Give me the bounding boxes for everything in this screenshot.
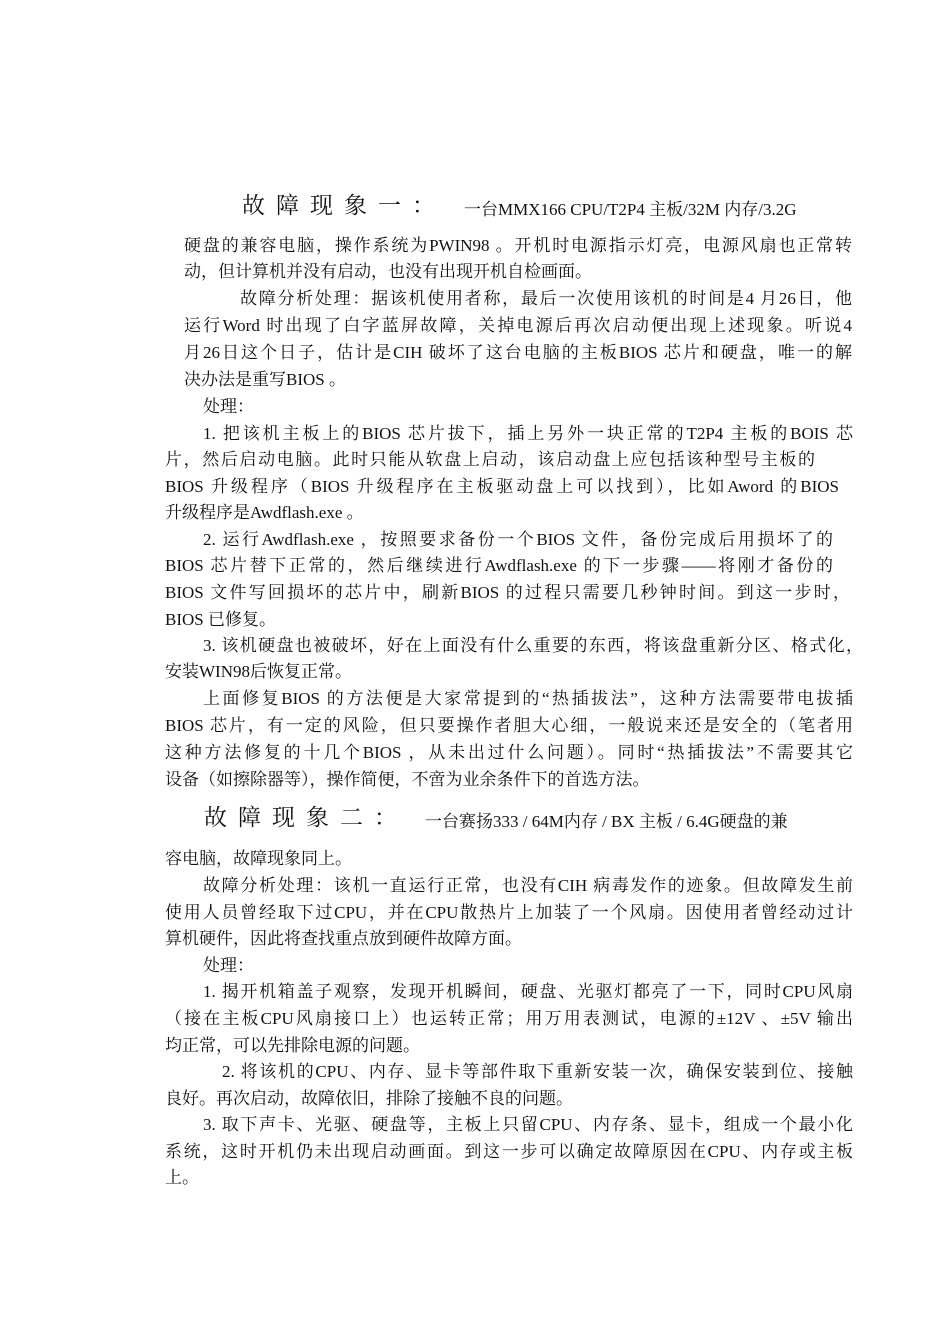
case1-summary-line: 上面修复BIOS 的方法便是大家常提到的“热插拔法”，这种方法需要带电拔插 [203,689,853,708]
case2-line1: 一台赛扬333 / 64M内存 / BX 主板 / 6.4G硬盘的兼 [425,812,788,831]
case2-step3-line: 系统，这时开机仍未出现启动画面。到这一步可以确定故障原因在CPU、内存或主板 [165,1142,853,1161]
case2-step2-line: 良好。再次启动，故障依旧，排除了接触不良的问题。 [165,1089,573,1108]
case2-step2-line: 2. 将该机的CPU、内存、显卡等部件取下重新安装一次，确保安装到位、接触 [222,1062,853,1081]
case1-process-label: 处理： [203,397,254,416]
case2-line2: 容电脑，故障现象同上。 [165,849,352,868]
case2-step3-line: 上。 [165,1168,199,1187]
case2-analysis-line: 算机硬件，因此将查找重点放到硬件故障方面。 [165,929,522,948]
case1-symptom-line: 动，但计算机并没有启动，也没有出现开机自检画面。 [184,262,592,281]
case2-step1-line: 均正常，可以先排除电源的问题。 [165,1036,420,1055]
case1-analysis-line: 决办法是重写BIOS 。 [184,370,346,389]
case2-step1-line: 1. 揭开机箱盖子观察，发现开机瞬间，硬盘、光驱灯都亮了一下，同时CPU风扇 [203,982,853,1001]
case1-analysis-line: 月26日这个日子，估计是CIH 破坏了这台电脑的主板BIOS 芯片和硬盘，唯一的解 [184,343,852,362]
case1-line1: 一台MMX166 CPU/T2P4 主板/32M 内存/3.2G [464,200,797,219]
case1-analysis-line: 运行Word 时出现了白字蓝屏故障，关掉电源后再次启动便出现上述现象。听说4 [184,316,852,335]
case2-step3-line: 3. 取下声卡、光驱、硬盘等，主板上只留CPU、内存条、显卡，组成一个最小化 [203,1115,853,1134]
case1-step2-line: 2. 运行Awdflash.exe ，按照要求备份一个BIOS 文件，备份完成后用损坏了的 [203,530,833,549]
case2-analysis-line: 故障分析处理：该机一直运行正常，也没有CIH 病毒发作的迹象。但故障发生前 [203,876,853,895]
case2-step1-line: （接在主板CPU风扇接口上）也运转正常；用万用表测试，电源的±12V 、±5V 输出 [165,1009,853,1028]
case2-title: 故障现象二： [204,805,408,830]
case1-analysis-line: 故障分析处理：据该机使用者称，最后一次使用该机的时间是4 月26日，他 [240,289,852,308]
case2-heading [204,805,408,830]
case1-step1-line: BIOS 升级程序（BIOS 升级程序在主板驱动盘上可以找到），比如Aword 的BIOS [165,477,839,496]
case1-step2-line: BIOS 芯片替下正常的，然后继续进行Awdflash.exe 的下一步骤——将刚才备份的 [165,556,833,575]
case1-step3-line: 安装WIN98后恢复正常。 [165,662,352,681]
case1-step2-line: BIOS 文件写回损坏的芯片中，刷新BIOS 的过程只需要几秒钟时间。到这一步时， [165,583,850,602]
case1-title: 故障现象一： [242,193,446,218]
case1-summary-line: 设备（如擦除器等），操作简便，不啻为业余条件下的首选方法。 [165,770,650,789]
case1-step2-line: BIOS 已修复。 [165,610,276,629]
case1-heading [242,193,446,218]
case1-summary-line: 这种方法修复的十几个BIOS ，从未出过什么问题）。同时“热插拔法”不需要其它 [165,743,853,762]
case1-symptom-line: 硬盘的兼容电脑，操作系统为PWIN98 。开机时电源指示灯亮，电源风扇也正常转 [184,236,852,255]
case2-analysis-line: 使用人员曾经取下过CPU，并在CPU散热片上加装了一个风扇。因使用者曾经动过计 [165,903,853,922]
case1-summary-line: BIOS 芯片，有一定的风险，但只要操作者胆大心细，一般说来还是安全的（笔者用 [165,716,853,735]
case2-process-label: 处理： [203,956,254,975]
case1-step1-line: 片，然后启动电脑。此时只能从软盘上启动，该启动盘上应包括该种型号主板的 [165,450,815,469]
case1-step3-line: 3. 该机硬盘也被破坏，好在上面没有什么重要的东西，将该盘重新分区、格式化， [203,636,863,655]
case1-step1-line: 1. 把该机主板上的BIOS 芯片拔下，插上另外一块正常的T2P4 主板的BOIS 芯 [203,424,853,443]
case1-step1-line: 升级程序是Awdflash.exe 。 [165,503,364,522]
